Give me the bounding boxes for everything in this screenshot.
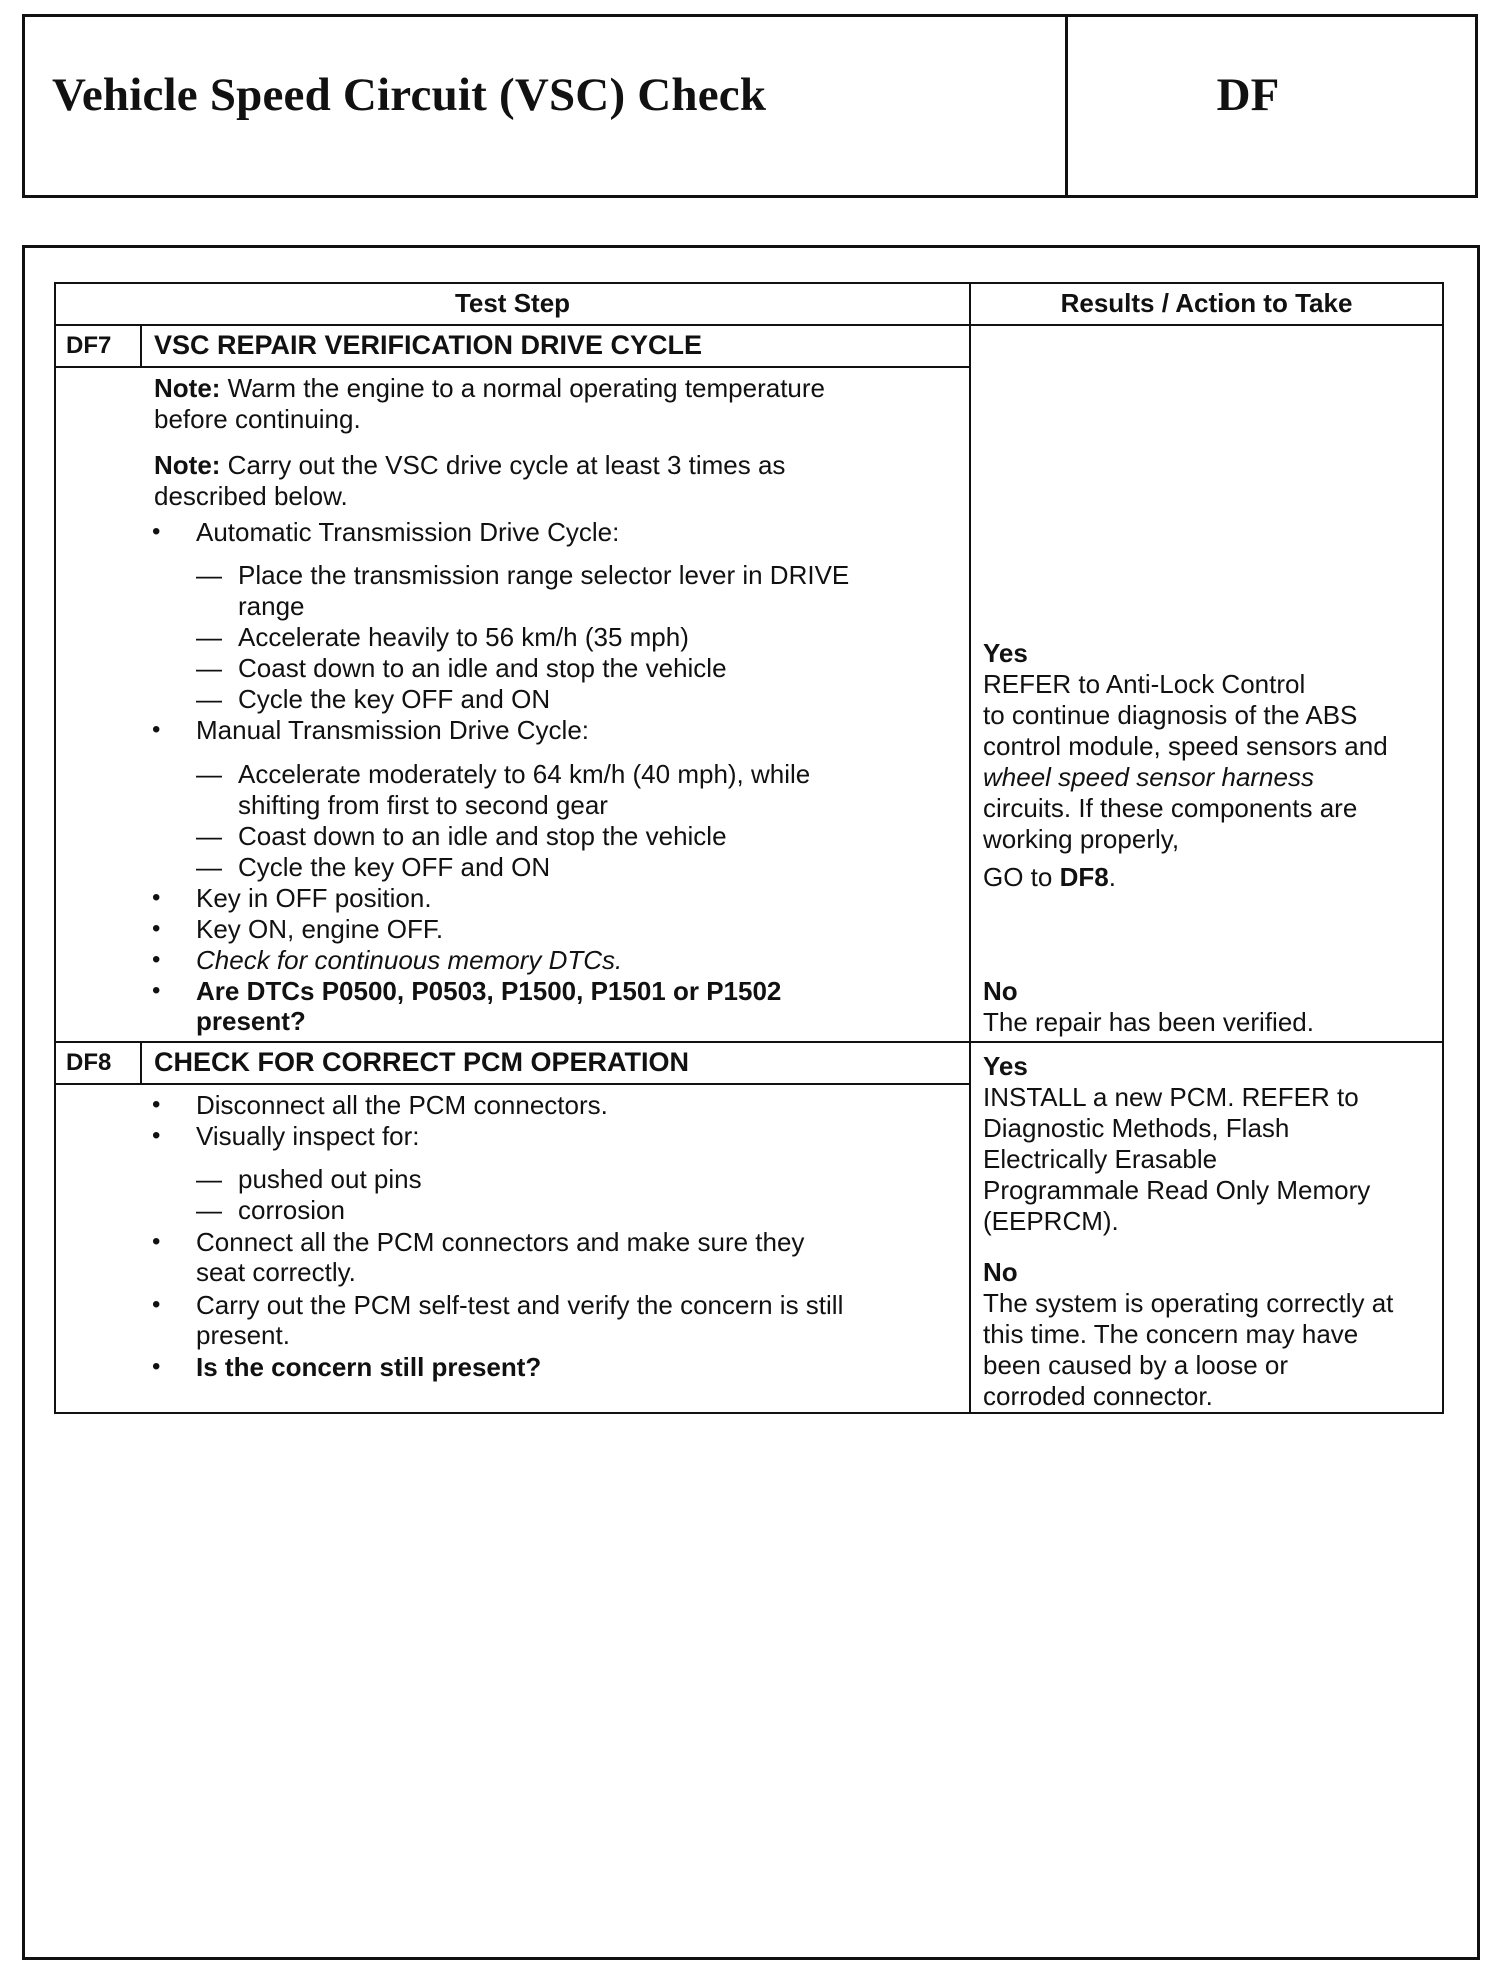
dash-icon: — <box>196 653 222 683</box>
step-title-df7: VSC REPAIR VERIFICATION DRIVE CYCLE <box>154 330 703 360</box>
bullet-icon: • <box>152 977 161 1004</box>
df7-yes-text: working properly, <box>983 824 1180 854</box>
df7-auto-step: Coast down to an idle and stop the vehicle <box>238 653 727 683</box>
df8-inspect-item: pushed out pins <box>238 1164 422 1194</box>
df8-yes-text: Diagnostic Methods, Flash <box>983 1113 1290 1143</box>
df7-manual-step: Cycle the key OFF and ON <box>238 852 551 882</box>
df7-no-text: The repair has been verified. <box>983 1007 1314 1037</box>
bullet-icon: • <box>152 1091 161 1118</box>
bullet-icon: • <box>152 884 161 911</box>
df7-note1-cont: before continuing. <box>154 404 361 434</box>
df7-bullet: Key ON, engine OFF. <box>196 914 444 944</box>
bullet-icon: • <box>152 915 161 942</box>
dash-icon: — <box>196 1164 222 1194</box>
dash-icon: — <box>196 821 222 851</box>
dash-icon: — <box>196 759 222 789</box>
dash-icon: — <box>196 1195 222 1225</box>
step-title-df8: CHECK FOR CORRECT PCM OPERATION <box>154 1047 690 1077</box>
step-id-df8: DF8 <box>66 1049 112 1076</box>
bullet-icon: • <box>152 518 161 545</box>
df7-auto-step: Accelerate heavily to 56 km/h (35 mph) <box>238 622 689 652</box>
df7-auto-step-cont: range <box>238 591 305 621</box>
dash-icon: — <box>196 560 222 590</box>
df8-yes-text: Programmale Read Only Memory <box>983 1175 1371 1205</box>
df8-question: Is the concern still present? <box>196 1352 542 1382</box>
df8-bullet: Disconnect all the PCM connectors. <box>196 1090 608 1120</box>
df7-note2-cont: described below. <box>154 481 348 511</box>
section-code: DF <box>1216 69 1280 121</box>
df7-yes-text: control module, speed sensors and <box>983 731 1388 761</box>
df7-auto-step: Cycle the key OFF and ON <box>238 684 551 714</box>
df8-bullet: Connect all the PCM connectors and make sure they <box>196 1227 805 1257</box>
df7-question: Are DTCs P0500, P0503, P1500, P1501 or P1502 <box>196 976 782 1006</box>
df7-manual-step: Coast down to an idle and stop the vehicle <box>238 821 727 851</box>
df7-yes-text: circuits. If these components are <box>983 793 1358 823</box>
dash-icon: — <box>196 622 222 652</box>
df8-yes-label: Yes <box>983 1051 1028 1081</box>
bullet-icon: • <box>152 716 161 743</box>
df8-no-text: been caused by a loose or <box>983 1350 1288 1380</box>
df8-id-divider <box>140 1041 142 1083</box>
df8-bullet-cont: seat correctly. <box>196 1257 356 1287</box>
df7-id-divider <box>140 324 142 366</box>
df7-manual-heading: Manual Transmission Drive Cycle: <box>196 715 590 745</box>
column-header-test-step: Test Step <box>454 288 571 318</box>
df8-no-label: No <box>983 1257 1018 1287</box>
df8-yes-text: (EEPRCM). <box>983 1206 1119 1236</box>
df7-yes-label: Yes <box>983 638 1028 668</box>
df8-title-divider <box>54 1083 970 1085</box>
column-header-results: Results / Action to Take <box>1060 288 1353 318</box>
bullet-icon: • <box>152 1291 161 1318</box>
df7-row-bottom <box>54 1041 1444 1043</box>
bullet-icon: • <box>152 1228 161 1255</box>
df8-yes-text: Electrically Erasable <box>983 1144 1218 1174</box>
bullet-icon: • <box>152 1353 161 1380</box>
df8-bullet: Visually inspect for: <box>196 1121 420 1151</box>
df8-bullet: Carry out the PCM self-test and verify the concern is still <box>196 1290 844 1320</box>
df7-auto-step: Place the transmission range selector lever in DRIVE <box>238 560 850 590</box>
df8-bullet-cont: present. <box>196 1320 290 1350</box>
df7-manual-step: Accelerate moderately to 64 km/h (40 mph), while <box>238 759 811 789</box>
page-title: Vehicle Speed Circuit (VSC) Check <box>52 69 767 121</box>
df7-yes-text: wheel speed sensor harness <box>983 762 1314 792</box>
df7-yes-text: to continue diagnosis of the ABS <box>983 700 1358 730</box>
df8-inspect-item: corrosion <box>238 1195 345 1225</box>
df8-no-text: The system is operating correctly at <box>983 1288 1394 1318</box>
df7-note2: Note: Carry out the VSC drive cycle at least 3 times as <box>154 450 786 480</box>
bullet-icon: • <box>152 1122 161 1149</box>
df7-note1: Note: Warm the engine to a normal operating temperature <box>154 373 826 403</box>
df7-no-label: No <box>983 976 1018 1006</box>
df7-bullet: Key in OFF position. <box>196 883 432 913</box>
bullet-icon: • <box>152 946 161 973</box>
df7-bullet: Check for continuous memory DTCs. <box>196 945 623 975</box>
df8-no-text: corroded connector. <box>983 1381 1213 1411</box>
dash-icon: — <box>196 684 222 714</box>
dash-icon: — <box>196 852 222 882</box>
df7-manual-step-cont: shifting from first to second gear <box>238 790 608 820</box>
df8-yes-text: INSTALL a new PCM. REFER to <box>983 1082 1359 1112</box>
df7-question-cont: present? <box>196 1006 306 1036</box>
step-id-df7: DF7 <box>66 332 112 359</box>
df7-yes-text: REFER to Anti-Lock Control <box>983 669 1306 699</box>
results-column-divider <box>969 282 971 1414</box>
header-row-divider <box>54 324 1444 326</box>
df7-goto: GO to DF8. <box>983 862 1116 892</box>
goto-df8-link[interactable]: DF8 <box>1059 862 1109 892</box>
df7-title-divider <box>54 366 970 368</box>
df8-no-text: this time. The concern may have <box>983 1319 1359 1349</box>
df7-auto-heading: Automatic Transmission Drive Cycle: <box>196 517 620 547</box>
